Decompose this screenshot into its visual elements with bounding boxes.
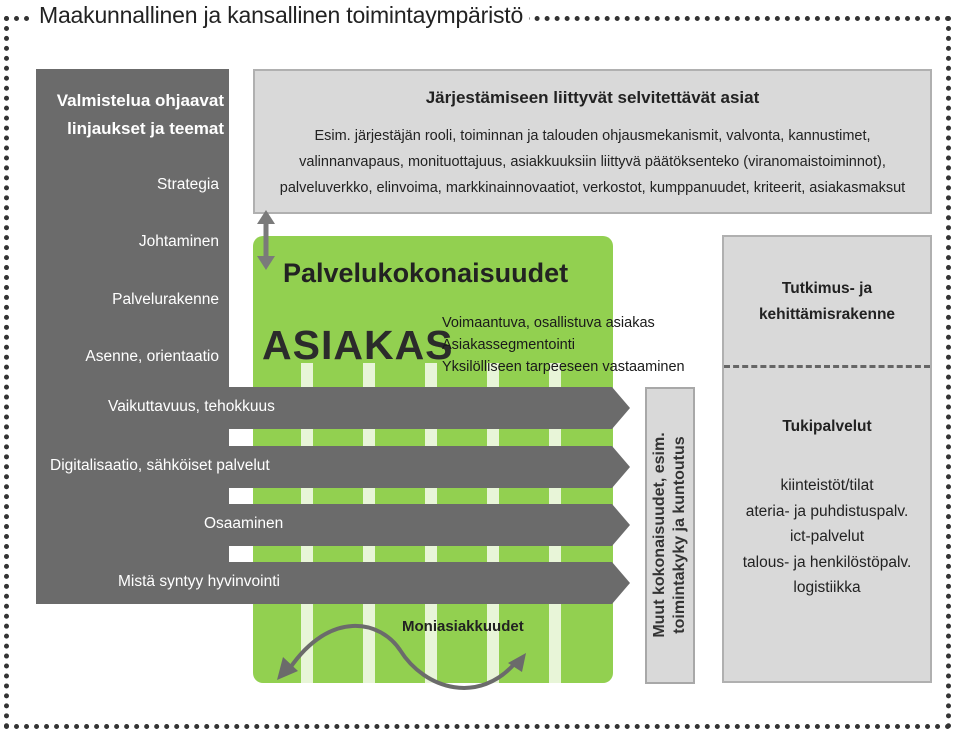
customer-item: Voimaantuva, osallistuva asiakas xyxy=(442,315,655,331)
service-entities-title: Palvelukokonaisuudet xyxy=(283,258,569,288)
customer-item: Yksilölliseen tarpeeseen vastaaminen xyxy=(442,359,685,375)
double-arrow-vertical xyxy=(257,210,275,270)
research-line: Tutkimus- ja xyxy=(781,280,873,297)
guideline-strategy: Strategia xyxy=(156,176,219,193)
organizing-issues-title: Järjestämiseen liittyvät selvitettävät asiat xyxy=(425,88,760,107)
support-service-item: logistiikka xyxy=(793,579,861,596)
guidelines-heading-line: linjaukset ja teemat xyxy=(67,119,224,138)
guideline-leadership: Johtaminen xyxy=(138,233,219,250)
research-line: kehittämisrakenne xyxy=(758,306,896,323)
organizing-issues-line: palveluverkko, elinvoima, markkinainnovaatiot, verkostot, kumppanuudet, kriteerit, asiakasmaksut xyxy=(279,180,906,196)
guideline-attitude: Asenne, orientaatio xyxy=(85,348,219,365)
customer-item: Asiakassegmentointi xyxy=(442,337,575,353)
wavy-double-arrow xyxy=(277,626,526,688)
organizing-issues-line: Esim. järjestäjän rooli, toiminnan ja talouden ohjausmekanismit, valvonta, kannustimet, xyxy=(314,128,871,144)
research-development-title xyxy=(724,276,930,328)
support-services-title: Tukipalvelut xyxy=(782,418,872,435)
organizing-issues-line: valinnanvapaus, monituottajuus, asiakkuuksiin liittyvä päätöksenteko (viranomaistoiminnot), xyxy=(299,154,886,170)
support-service-item: kiinteistöt/tilat xyxy=(780,477,874,494)
other-entities-line: Muut kokonaisuudet, esim. xyxy=(651,432,668,638)
support-divider xyxy=(724,365,930,368)
support-service-item: ict-palvelut xyxy=(789,528,865,545)
outer-title: Maakunnallinen ja kansallinen toimintaympäristö xyxy=(33,2,529,29)
support-service-item: ateria- ja puhdistuspalv. xyxy=(745,502,909,520)
support-services-list xyxy=(724,473,930,601)
theme-competence: Osaaminen xyxy=(204,515,284,532)
other-entities-text xyxy=(650,432,690,637)
multi-customer-label: Moniasiakkuudet xyxy=(402,618,524,635)
theme-effectiveness: Vaikuttavuus, tehokkuus xyxy=(108,398,275,415)
other-entities-line: toimintakyky ja kuntoutus xyxy=(671,436,688,634)
theme-arrow xyxy=(36,504,630,546)
support-service-item: talous- ja henkilöstöpalv. xyxy=(742,553,912,571)
guideline-service-structure: Palvelurakenne xyxy=(112,291,219,308)
customer-heading: ASIAKAS xyxy=(262,322,454,368)
guidelines-heading-line: Valmistelua ohjaavat xyxy=(56,91,224,110)
theme-wellbeing: Mistä syntyy hyvinvointi xyxy=(118,573,280,590)
theme-digitalisation: Digitalisaatio, sähköiset palvelut xyxy=(50,457,270,474)
